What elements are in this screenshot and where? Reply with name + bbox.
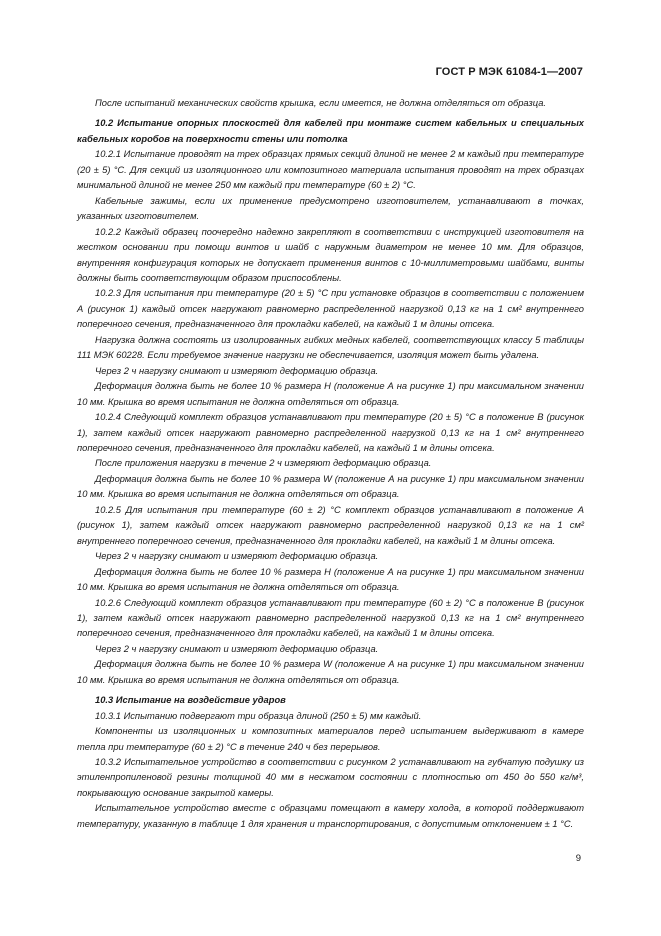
paragraph: Компоненты из изоляционных и композитных материалов перед испытанием выдерживают в камере тепла при температуре (60 ± 2) °С в течение 240 ч без перерывов.: [77, 726, 584, 752]
paragraph: 10.3.1 Испытанию подвергают три образца длиной (250 ± 5) мм каждый.: [95, 710, 422, 721]
paragraph: Кабельные зажимы, если их применение предусмотрено изготовителем, устанавливают в точках, указанных изготовителем.: [77, 195, 584, 222]
paragraph: 10.3.2 Испытательное устройство в соответствии с рисунком 2 устанавливают на губчатую подушку из этиленпропиленовой резины толщиной 40 мм в несжатом состоянии с плотностью от 450 до 550 кг/м³, покрывающую основание закрытой камеры.: [77, 757, 584, 798]
paragraph: 10.2.4 Следующий комплект образцов устанавливают при температуре (20 ± 5) °С в положение В (рисунок 1), затем каждый отсек нагружают равномерно распределенной нагрузкой 0,13 кг на 1 см² внутреннего поперечного сечения, предназначенного для прокладки кабелей, на каждый 1 м длины отсека.: [77, 412, 584, 453]
paragraph: После испытаний механических свойств крышка, если имеется, не должна отделяться от образца.: [95, 98, 546, 108]
paragraph: 10.2.5 Для испытания при температуре (60 ± 2) °С комплект образцов устанавливают в положение А (рисунок 1), затем каждый отсек нагружают равномерно распределенной нагрузкой 0,13 кг на 1 см² внутреннего поперечного сечения, предназначенного для прокладки кабелей, на каждый 1 м длины отсека.: [77, 504, 584, 546]
paragraph: Через 2 ч нагрузку снимают и измеряют деформацию образца.: [95, 643, 379, 654]
paragraph: Деформация должна быть не более 10 % размера W (положение А на рисунке 1) при максимальном значении 10 мм. Крышка во время испытания не должна отделяться от образца.: [77, 659, 584, 685]
document-header: ГОСТ Р МЭК 61084-1—2007: [435, 66, 583, 78]
section-heading: 10.2 Испытание опорных плоскостей для кабелей при монтаже систем кабельных и специальных кабельных коробов на поверхности стены или потолка: [77, 118, 584, 144]
paragraph: 10.2.2 Каждый образец поочередно надежно закрепляют в соответствии с инструкцией изготовителя на жестком основании при помощи винтов и шайб с наружным диаметром не менее 10 мм. Для образцов, внутренняя конфигурация которых не допускает применения винтов с 10-миллиметровыми шайбами, винты должны быть соответствующим образом приспособлены.: [77, 226, 584, 283]
paragraph: После приложения нагрузки в течение 2 ч измеряют деформацию образца.: [95, 458, 432, 469]
paragraph: Деформация должна быть не более 10 % размера Н (положение А на рисунке 1) при максимальном значении 10 мм. Крышка во время испытания не должна отделяться от образца.: [77, 381, 584, 407]
paragraph: Через 2 ч нагрузку снимают и измеряют деформацию образца.: [95, 551, 379, 562]
paragraph: Нагрузка должна состоять из изолированных гибких медных кабелей, соответствующих классу 5 таблицы 111 МЭК 60228. Если требуемое значение нагрузки не обеспечивается, изоляция может быть удалена.: [77, 334, 584, 361]
page-number: 9: [575, 853, 581, 864]
section-heading: 10.3 Испытание на воздействие ударов: [95, 695, 286, 706]
paragraph: Деформация должна быть не более 10 % размера Н (положение А на рисунке 1) при максимальном значении 10 мм. Крышка во время испытания не должна отделяться от образца.: [77, 566, 584, 593]
paragraph: Через 2 ч нагрузку снимают и измеряют деформацию образца.: [95, 365, 379, 376]
paragraph: 10.2.1 Испытание проводят на трех образцах прямых секций длиной не менее 2 м каждый при температуре (20 ± 5) °С. Для секций из изоляционного или композитного материала испытания проводят на трех образцах минимальной длиной не менее 250 мм каждый при температуре (60 ± 2) °С.: [77, 149, 584, 191]
paragraph: 10.2.3 Для испытания при температуре (20 ± 5) °С при установке образцов в соответствии с положением А (рисунок 1) каждый отсек нагружают равномерно распределенной нагрузкой 0,13 кг на 1 см² внутреннего поперечного сечения, предназначенного для прокладки кабелей, на каждый 1 м длины отсека.: [77, 288, 584, 330]
paragraph: Деформация должна быть не более 10 % размера W (положение А на рисунке 1) при максимальном значении 10 мм. Крышка во время испытания не должна отделяться от образца.: [77, 473, 584, 500]
paragraph: Испытательное устройство вместе с образцами помещают в камеру холода, в которой поддерживают температуру, указанную в таблице 1 для хранения и транспортирования, с допустимым отклонением ± 1 °С.: [77, 803, 584, 829]
paragraph: 10.2.6 Следующий комплект образцов устанавливают при температуре (60 ± 2) °С в положение В (рисунок 1), затем каждый отсек нагружают равномерно распределенной нагрузкой 0,13 кг на 1 см² внутреннего поперечного сечения, предназначенного для прокладки кабелей, на каждый 1 м длины отсека.: [77, 597, 584, 639]
document-body: [77, 96, 584, 832]
